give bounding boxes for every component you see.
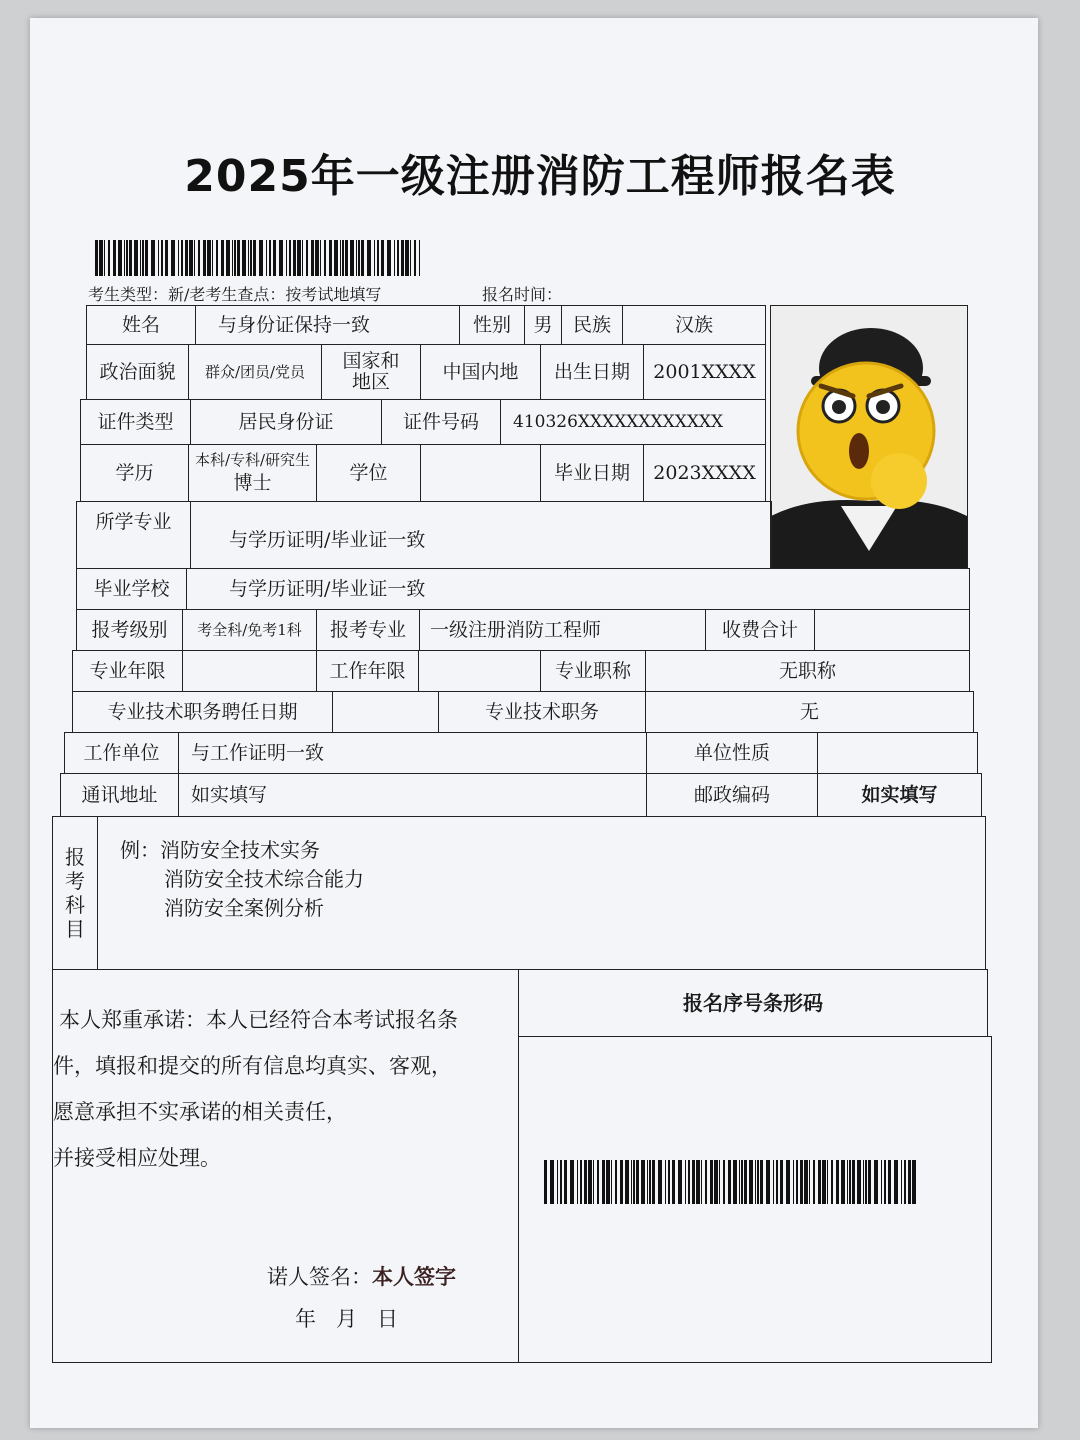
barcode-bar: [633, 1160, 635, 1204]
promise-line: 本人郑重承诺：本人已经符合本考试报名条: [59, 1008, 458, 1032]
barcode-bar: [701, 1160, 702, 1204]
degree-value: [420, 444, 541, 502]
id-type-label: 证件类型: [80, 399, 191, 445]
ethnicity-value: 汉族: [622, 305, 766, 345]
barcode-bar: [129, 240, 132, 276]
promise-line: 愿意承担不实承诺的相关责任，: [53, 1100, 347, 1124]
barcode-bar: [118, 240, 122, 276]
barcode-bar: [253, 240, 256, 276]
politics-label: 政治面貌: [86, 344, 189, 400]
barcode-bar: [237, 240, 240, 276]
barcode-bar: [126, 240, 128, 276]
barcode-bar: [297, 240, 301, 276]
barcode-bar: [672, 1160, 675, 1204]
barcode-bar: [242, 240, 246, 276]
barcode-bar: [570, 1160, 574, 1204]
barcode-bar: [744, 1160, 747, 1204]
barcode-bar: [912, 1160, 916, 1204]
barcode-bar: [615, 1160, 617, 1204]
barcode-bar: [165, 240, 168, 276]
barcode-bar: [560, 1160, 562, 1204]
school-label: 毕业学校: [76, 568, 187, 610]
barcode-bar: [739, 1160, 740, 1204]
barcode-bar: [688, 1160, 690, 1204]
barcode-bar: [104, 240, 105, 276]
unit-type-label: 单位性质: [646, 732, 818, 774]
subjects-label-char: 考: [65, 869, 85, 893]
barcode-bar: [544, 1160, 547, 1204]
barcode-bar: [345, 240, 348, 276]
education-label: 学历: [80, 444, 189, 502]
barcode-bar: [836, 1160, 839, 1204]
barcode-bar: [696, 1160, 700, 1204]
barcode-bar: [593, 1160, 594, 1204]
degree-label: 学位: [316, 444, 421, 502]
barcode-bar: [868, 1160, 871, 1204]
promise-line: 件，填报和提交的所有信息均真实、客观，: [53, 1054, 452, 1078]
registration-time-label: 报名时间：: [482, 285, 563, 304]
barcode-bar: [588, 1160, 592, 1204]
barcode-bar: [710, 1160, 713, 1204]
major-label: 所学专业: [76, 501, 191, 569]
gender-label: 性别: [459, 305, 525, 345]
barcode-bar: [194, 240, 195, 276]
barcode-bar: [419, 240, 420, 276]
subjects-label-char: 科: [65, 893, 85, 917]
postcode-value: 如实填写: [817, 773, 982, 817]
exam-level-label: 报考级别: [76, 609, 183, 651]
barcode-bar: [377, 240, 379, 276]
subject-line: 消防安全案例分析: [164, 896, 324, 920]
barcode-bar: [142, 240, 144, 276]
barcode-bar: [796, 1160, 798, 1204]
barcode-bar: [831, 1160, 833, 1204]
exam-major-value: 一级注册消防工程师: [419, 609, 706, 651]
barcode-bar: [584, 1160, 587, 1204]
barcode-bar: [804, 1160, 808, 1204]
subjects-label-char: 报: [65, 845, 85, 869]
professional-years-label: 专业年限: [72, 650, 183, 692]
subjects-label-char: 目: [65, 917, 85, 941]
fee-value: [814, 609, 970, 651]
id-number-label: 证件号码: [381, 399, 501, 445]
barcode-bar: [216, 240, 218, 276]
barcode-bar: [198, 240, 200, 276]
major-value: 与学历证明/毕业证一致: [190, 501, 772, 569]
barcode-bar: [755, 1160, 756, 1204]
form-title: 2025年一级注册消防工程师报名表: [184, 151, 896, 202]
barcode-bar: [181, 240, 183, 276]
school-value: 与学历证明/毕业证一致: [186, 568, 970, 610]
barcode-bar: [881, 1160, 882, 1204]
applicant-photo: [770, 305, 968, 569]
barcode-bar: [203, 240, 206, 276]
signature-line: [267, 1266, 456, 1289]
barcode-bar: [723, 1160, 725, 1204]
barcode-bar: [550, 1160, 554, 1204]
name-value: 与身份证保持一致: [195, 305, 460, 345]
barcode-bar: [145, 240, 148, 276]
barcode-bar: [901, 1160, 902, 1204]
signature-label: 诺人签名：: [267, 1265, 372, 1289]
barcode-bar: [232, 240, 233, 276]
barcode-bar: [266, 240, 267, 276]
barcode-bar: [894, 1160, 898, 1204]
barcode-bar: [647, 1160, 648, 1204]
barcode-section-label: 报名序号条形码: [518, 969, 988, 1037]
barcode-bar: [780, 1160, 783, 1204]
barcode-bar: [874, 1160, 878, 1204]
promise-section: [52, 969, 519, 1363]
barcode-bar: [293, 240, 296, 276]
barcode-bar: [113, 240, 116, 276]
barcode-bar: [827, 1160, 828, 1204]
barcode-bar: [381, 240, 384, 276]
id-type-value: 居民身份证: [190, 399, 382, 445]
barcode-bar: [865, 1160, 867, 1204]
barcode-bar: [749, 1160, 753, 1204]
barcode-bar: [728, 1160, 731, 1204]
barcode-bar: [705, 1160, 707, 1204]
gender-value: 男: [524, 305, 562, 345]
barcode-bar: [342, 240, 344, 276]
barcode-bar: [649, 1160, 651, 1204]
exam-subjects-content: [97, 816, 986, 970]
birth-label: 出生日期: [540, 344, 644, 400]
barcode-bar: [904, 1160, 906, 1204]
barcode-bar: [279, 240, 283, 276]
barcode-bar: [888, 1160, 891, 1204]
barcode-bar: [410, 240, 411, 276]
barcode-bar: [793, 1160, 794, 1204]
barcode-bar: [140, 240, 141, 276]
professional-years-value: [182, 650, 317, 692]
barcode-bar: [108, 240, 110, 276]
candidate-type-note: 考生类型：新/老考生查点：按考试地填写: [88, 285, 382, 304]
tech-post-label: 专业技术职务: [438, 691, 646, 733]
barcode-bar: [356, 240, 357, 276]
barcode-bar: [841, 1160, 845, 1204]
work-years-value: [418, 650, 541, 692]
registration-barcode: [544, 1160, 916, 1204]
barcode-bar: [602, 1160, 605, 1204]
exam-subjects-label: [52, 816, 98, 970]
barcode-bar: [714, 1160, 718, 1204]
professional-title-value: 无职称: [645, 650, 970, 692]
barcode-bar: [847, 1160, 848, 1204]
barcode-bar: [185, 240, 188, 276]
professional-title-label: 专业职称: [540, 650, 646, 692]
barcode-bar: [397, 240, 399, 276]
barcode-bar: [809, 1160, 810, 1204]
barcode-bar: [334, 240, 338, 276]
barcode-bar: [259, 240, 263, 276]
barcode-bar: [329, 240, 332, 276]
barcode-bar: [221, 240, 224, 276]
barcode-bar: [800, 1160, 803, 1204]
address-label: 通讯地址: [60, 773, 179, 817]
barcode-bar: [652, 1160, 655, 1204]
barcode-bar: [234, 240, 236, 276]
barcode-bar: [852, 1160, 855, 1204]
barcode-bar: [124, 240, 125, 276]
barcode-bar: [658, 1160, 662, 1204]
barcode-bar: [665, 1160, 666, 1204]
barcode-bar: [171, 240, 175, 276]
barcode-bar: [161, 240, 163, 276]
barcode-bar: [611, 1160, 612, 1204]
barcode-bar: [818, 1160, 821, 1204]
barcode-bar: [99, 240, 103, 276]
barcode-bar: [350, 240, 354, 276]
barcode-bar: [908, 1160, 911, 1204]
barcode-bar: [414, 240, 416, 276]
barcode-bar: [685, 1160, 686, 1204]
address-value: 如实填写: [178, 773, 647, 817]
barcode-bar: [306, 240, 308, 276]
barcode-bar: [151, 240, 155, 276]
barcode-bar: [631, 1160, 632, 1204]
barcode-bar: [315, 240, 319, 276]
unit-type-value: [817, 732, 978, 774]
education-options: 本科/专科/研究生: [194, 451, 311, 470]
barcode-bar: [405, 240, 409, 276]
barcode-bar: [134, 240, 138, 276]
barcode-bar: [248, 240, 249, 276]
promise-line: 并接受相应处理。: [53, 1146, 221, 1170]
subject-line: 消防安全技术综合能力: [164, 867, 364, 891]
grad-date-label: 毕业日期: [540, 444, 644, 502]
postcode-label: 邮政编码: [646, 773, 818, 817]
barcode-bar: [311, 240, 314, 276]
barcode-bar: [358, 240, 360, 276]
barcode-bar: [95, 240, 98, 276]
barcode-bar: [564, 1160, 567, 1204]
barcode-bar: [849, 1160, 851, 1204]
barcode-bar: [863, 1160, 864, 1204]
barcode-bar: [178, 240, 179, 276]
barcode-bar: [387, 240, 391, 276]
barcode-bar: [692, 1160, 695, 1204]
barcode-bar: [678, 1160, 682, 1204]
barcode-bar: [367, 240, 371, 276]
barcode-bar: [813, 1160, 815, 1204]
barcode-bar: [557, 1160, 558, 1204]
work-years-label: 工作年限: [316, 650, 419, 692]
barcode-bar: [577, 1160, 578, 1204]
tech-post-value: 无: [645, 691, 974, 733]
barcode-bar: [741, 1160, 743, 1204]
barcode-bar: [361, 240, 364, 276]
birth-value: 2001XXXX: [643, 344, 766, 400]
barcode-bar: [760, 1160, 763, 1204]
barcode-bar: [776, 1160, 778, 1204]
barcode-bar: [324, 240, 326, 276]
barcode-bar: [625, 1160, 629, 1204]
barcode-bar: [822, 1160, 826, 1204]
subject-line: 例：消防安全技术实务: [120, 838, 320, 862]
politics-value: 群众/团员/党员: [188, 344, 322, 400]
barcode-bar: [401, 240, 404, 276]
barcode-bar: [207, 240, 211, 276]
education-value: 博士: [233, 471, 272, 494]
barcode-bar: [289, 240, 291, 276]
exam-level-value: 考全科/免考1科: [182, 609, 317, 651]
country-value: 中国内地: [420, 344, 541, 400]
top-barcode: [95, 240, 420, 276]
education-cell: [188, 444, 317, 502]
barcode-bar: [340, 240, 341, 276]
barcode-bar: [733, 1160, 737, 1204]
name-label: 姓名: [86, 305, 196, 345]
emoji-face-cover: [771, 306, 967, 568]
barcode-bar: [606, 1160, 610, 1204]
fee-label: 收费合计: [705, 609, 815, 651]
barcode-bar: [394, 240, 395, 276]
barcode-bar: [757, 1160, 759, 1204]
ethnicity-label: 民族: [561, 305, 623, 345]
barcode-bar: [302, 240, 303, 276]
barcode-bar: [374, 240, 375, 276]
barcode-bar: [286, 240, 287, 276]
barcode-bar: [273, 240, 276, 276]
barcode-bar: [620, 1160, 623, 1204]
barcode-bar: [884, 1160, 886, 1204]
exam-major-label: 报考专业: [316, 609, 420, 651]
barcode-bar: [636, 1160, 639, 1204]
grad-date-value: 2023XXXX: [643, 444, 766, 502]
appointment-date-value: [332, 691, 439, 733]
barcode-bar: [766, 1160, 770, 1204]
signature-value: 本人签字: [372, 1265, 456, 1289]
barcode-bar: [641, 1160, 645, 1204]
barcode-bar: [857, 1160, 861, 1204]
barcode-bar: [320, 240, 321, 276]
barcode-bar: [212, 240, 213, 276]
appointment-date-label: 专业技术职务聘任日期: [72, 691, 333, 733]
barcode-bar: [668, 1160, 670, 1204]
barcode-bar: [226, 240, 230, 276]
barcode-bar: [580, 1160, 582, 1204]
barcode-bar: [250, 240, 252, 276]
id-number-value: 410326XXXXXXXXXXXX: [500, 399, 766, 445]
barcode-bar: [189, 240, 193, 276]
barcode-bar: [719, 1160, 720, 1204]
country-label: 国家和地区: [321, 344, 421, 400]
barcode-bar: [158, 240, 159, 276]
signature-date: 年 月 日: [295, 1307, 399, 1331]
barcode-bar: [786, 1160, 790, 1204]
barcode-bar: [597, 1160, 599, 1204]
barcode-bar: [773, 1160, 774, 1204]
barcode-bar: [269, 240, 271, 276]
employer-value: 与工作证明一致: [178, 732, 647, 774]
employer-label: 工作单位: [64, 732, 179, 774]
